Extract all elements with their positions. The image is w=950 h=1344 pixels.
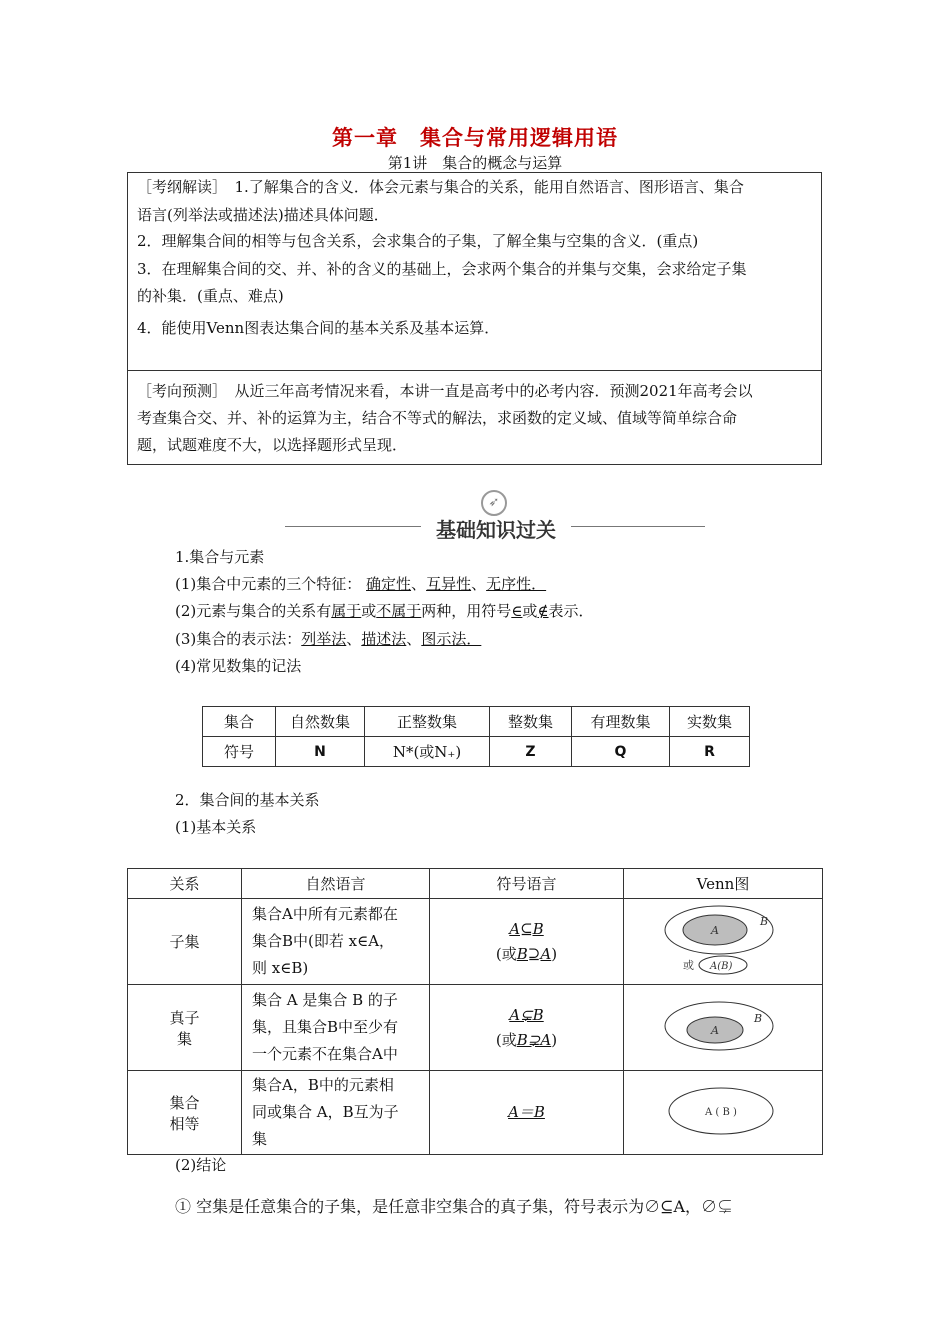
table-cell: 符号 xyxy=(203,737,276,767)
s1-item-4: (4)常见数集的记法 xyxy=(175,657,302,675)
conclusion-1: ① 空集是任意集合的子集，是任意非空集合的真子集，符号表示为∅⊆A，∅⊊ xyxy=(175,1197,734,1216)
venn-label-or: 或 xyxy=(683,958,694,972)
s2-heading: 2．集合间的基本关系 xyxy=(175,791,320,809)
relation-natural: 集合A，B中的元素相 同或集合 A，B互为子 集 xyxy=(242,1071,430,1155)
venn-label-a: A xyxy=(711,923,719,937)
table-cell: 自然数集 xyxy=(276,707,365,737)
chapter-title: 第一章 集合与常用逻辑用语 xyxy=(332,126,618,150)
table-header-cell: 符号语言 xyxy=(430,869,624,899)
relation-natural: 集合 A 是集合 B 的子 集，且集合B中至少有 一个元素不在集合A中 xyxy=(242,985,430,1071)
relation-name: 集合 相等 xyxy=(128,1071,242,1155)
table-cell: 有理数集 xyxy=(572,707,670,737)
number-sets-table xyxy=(202,706,750,767)
table-cell: R xyxy=(670,737,750,767)
outline-line: 语言(列举法或描述法)描述具体问题． xyxy=(137,206,389,224)
table-row xyxy=(128,1071,823,1155)
venn-equal xyxy=(624,1071,823,1155)
venn-label-b: B xyxy=(754,1011,763,1025)
table-cell: Z xyxy=(490,737,572,767)
table-row xyxy=(203,737,750,767)
relation-symbol: A＝B xyxy=(430,1071,624,1155)
banner-rule-left xyxy=(285,526,421,527)
table-row xyxy=(203,707,750,737)
relation-natural: 集合A中所有元素都在 集合B中(即若 x∈A， 则 x∈B) xyxy=(242,899,430,985)
table-cell: 整数集 xyxy=(490,707,572,737)
venn-subset-diagram xyxy=(663,902,783,978)
outline-line: 2．理解集合间的相等与包含关系，会求集合的子集，了解全集与空集的含义．(重点) xyxy=(137,232,699,250)
s2-sub2: (2)结论 xyxy=(175,1156,227,1174)
relation-name: 真子 集 xyxy=(128,985,242,1071)
table-row xyxy=(128,899,823,985)
table-cell: Q xyxy=(572,737,670,767)
section-banner xyxy=(285,488,705,540)
relations-table xyxy=(127,868,823,1155)
s1-item-2: (2)元素与集合的关系有属于或不属于两种，用符号∈或∉表示． xyxy=(175,602,594,620)
outline-line: 4．能使用Venn图表达集合间的基本关系及基本运算． xyxy=(137,319,500,337)
table-row xyxy=(128,985,823,1071)
s2-sub1: (1)基本关系 xyxy=(175,818,257,836)
outline-box xyxy=(127,172,822,465)
venn-label-a: A xyxy=(711,1023,719,1037)
s1-heading: 1.集合与元素 xyxy=(175,548,265,566)
table-row xyxy=(128,869,823,899)
table-cell: N xyxy=(276,737,365,767)
table-header-cell: 关系 xyxy=(128,869,242,899)
relation-name: 子集 xyxy=(128,899,242,985)
outline-divider xyxy=(128,370,821,371)
s1-item-3: (3)集合的表示法：列举法、描述法、图示法． xyxy=(175,630,482,648)
table-header-cell: 自然语言 xyxy=(242,869,430,899)
table-cell: 集合 xyxy=(203,707,276,737)
table-cell: 实数集 xyxy=(670,707,750,737)
s1-item-1: (1)集合中元素的三个特征： 确定性、互异性、无序性． xyxy=(175,575,547,593)
relation-symbol: A⊆B (或B⊇A) xyxy=(430,899,624,985)
outline-line: ［考纲解读］ 1.了解集合的含义．体会元素与集合的关系，能用自然语言、图形语言、集合 xyxy=(137,178,744,196)
table-cell: N*(或N₊) xyxy=(365,737,490,767)
venn-label-b: B xyxy=(760,914,769,928)
venn-proper-subset-diagram xyxy=(663,996,783,1056)
outline-line: 3．在理解集合间的交、并、补的含义的基础上，会求两个集合的并集与交集，会求给定子集 xyxy=(137,260,747,278)
venn-proper-subset xyxy=(624,985,823,1071)
section-banner-title: 基础知识过关 xyxy=(436,518,556,542)
forecast-line: 考查集合交、并、补的运算为主，结合不等式的解法，求函数的定义域、值域等简单综合命 xyxy=(137,409,738,427)
forecast-line: ［考向预测］ 从近三年高考情况来看，本讲一直是高考中的必考内容．预测2021年高考会以 xyxy=(137,382,753,400)
venn-equal-diagram xyxy=(663,1083,783,1139)
outline-line: 的补集．(重点、难点) xyxy=(137,287,284,305)
venn-label-ab: A(B) xyxy=(710,960,733,972)
rocket-icon: ➶ xyxy=(481,490,507,516)
lesson-title: 第1讲 集合的概念与运算 xyxy=(387,154,563,172)
table-cell: 正整数集 xyxy=(365,707,490,737)
relation-symbol: A⊊B (或B⊋A) xyxy=(430,985,624,1071)
venn-subset xyxy=(624,899,823,985)
forecast-line: 题，试题难度不大，以选择题形式呈现． xyxy=(137,436,408,454)
venn-label-ab-eq: A ( B ) xyxy=(705,1106,737,1118)
table-header-cell: Venn图 xyxy=(624,869,823,899)
banner-rule-right xyxy=(571,526,705,527)
